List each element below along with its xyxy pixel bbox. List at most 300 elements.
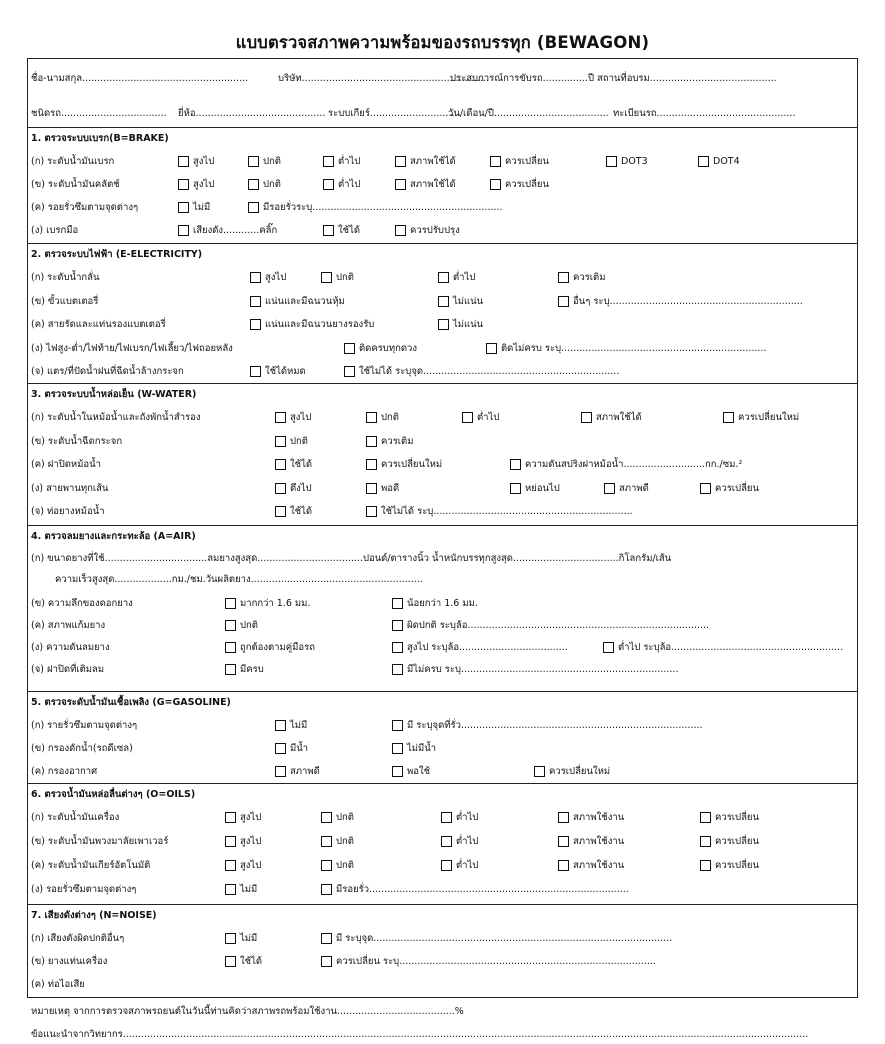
checkbox-icon[interactable] [558, 836, 569, 847]
checkbox-icon[interactable] [275, 766, 286, 777]
checkbox-label: ควรเปลี่ยน [715, 812, 759, 823]
checkbox-option[interactable] [395, 178, 456, 191]
checkbox-icon[interactable] [321, 933, 332, 944]
checkbox-option[interactable] [323, 224, 360, 237]
checkbox-option[interactable] [275, 435, 308, 448]
checkbox-option[interactable] [178, 201, 210, 214]
checkbox-icon[interactable] [178, 202, 189, 213]
checkbox-icon[interactable] [438, 296, 449, 307]
checkbox-icon[interactable] [321, 836, 332, 847]
checkbox-icon[interactable] [225, 812, 236, 823]
checklist-row [28, 502, 857, 522]
section-title: 5. ตรวจระดับน้ำมันเชื้อเพลิง (G=GASOLINE) [31, 697, 231, 708]
checklist-row [28, 716, 857, 736]
checkbox-option[interactable] [441, 835, 478, 848]
checkbox-label: ใช้ไม่ได้ ระบุ.................................................................. [381, 506, 633, 517]
checkbox-label: แน่นและมีฉนวนยางรองรับ [265, 319, 375, 330]
checkbox-icon[interactable] [344, 343, 355, 354]
checkbox-icon[interactable] [250, 296, 261, 307]
checkbox-option[interactable] [700, 859, 759, 872]
checkbox-label: หย่อนไป [525, 482, 560, 494]
checkbox-label: ความดันสปริงฝาหม้อน้ำ...........................กก./ซม.² [525, 459, 743, 470]
checkbox-label: สูงไป [193, 179, 215, 190]
checkbox-option[interactable] [225, 883, 257, 896]
checkbox-label: DOT3 [621, 156, 648, 167]
checkbox-option[interactable] [225, 663, 264, 676]
checkbox-option[interactable] [225, 641, 315, 654]
section-title: 4. ตรวจลมยางและกระทะล้อ (A=AIR) [31, 531, 196, 542]
item-label: (ง) ความดันลมยาง [31, 642, 110, 653]
checkbox-icon[interactable] [558, 296, 569, 307]
checkbox-label: ปกติ [336, 812, 354, 823]
checkbox-icon[interactable] [700, 836, 711, 847]
checkbox-option[interactable] [225, 597, 310, 610]
header-field[interactable]: ชนิดรถ................................... [31, 108, 167, 119]
header-field[interactable]: ปี สถานที่อบรม.......................................... [588, 73, 777, 84]
checkbox-icon[interactable] [510, 483, 521, 494]
checkbox-icon[interactable] [250, 366, 261, 377]
checkbox-option[interactable] [225, 859, 261, 872]
fill-in-line[interactable]: (ก) ขนาดยางที่ใช้..................................ลมยางสูงสุด...................................ปอนด์/ตารางนิ้ว น้ำหนักบรรทุกสูงสุด...................................กิโลกรัม/เส้น [31, 553, 672, 564]
checkbox-icon[interactable] [490, 179, 501, 190]
checklist-row [28, 315, 857, 335]
checkbox-icon[interactable] [510, 459, 521, 470]
item-label: (ข) ขั้วแบตเตอรี่ [31, 295, 99, 307]
checklist-row [28, 479, 857, 499]
checklist-row [28, 175, 857, 195]
checkbox-icon[interactable] [392, 664, 403, 675]
checkbox-option[interactable] [275, 765, 320, 778]
checkbox-label: สภาพดี [619, 482, 649, 494]
checkbox-label: ควรเปลี่ยน [505, 156, 549, 167]
item-label: (ก) ระดับน้ำมันเครื่อง [31, 812, 120, 823]
checkbox-label: สภาพใช้ได้ [410, 156, 456, 167]
checklist-row [28, 952, 857, 972]
checkbox-label: สูงไป [193, 156, 215, 167]
checkbox-icon[interactable] [225, 860, 236, 871]
item-label: (ข) ระดับน้ำมันพวงมาลัยเพาเวอร์ [31, 836, 169, 847]
checkbox-option[interactable] [225, 932, 257, 945]
checkbox-icon[interactable] [225, 836, 236, 847]
checkbox-label: มีรอยรั่ว...................................................................................... [336, 884, 629, 895]
section-title: 1. ตรวจระบบเบรก(B=BRAKE) [31, 133, 169, 144]
checkbox-icon[interactable] [392, 766, 403, 777]
checkbox-icon[interactable] [323, 225, 334, 236]
checkbox-icon[interactable] [225, 598, 236, 609]
checkbox-icon[interactable] [723, 412, 734, 423]
item-label: (ข) กรองดักน้ำ(รถดีเซล) [31, 743, 133, 754]
item-label: (จ) ฝาปิดที่เติมลม [31, 664, 105, 675]
checkbox-option[interactable] [366, 458, 442, 471]
checkbox-label: พอดี [381, 482, 400, 494]
item-label: (จ) แตร/ที่ปัดน้ำฝนที่ฉีดน้ำล้างกระจก [31, 366, 184, 377]
checkbox-label: สภาพใช้ได้ [410, 179, 456, 190]
checkbox-icon[interactable] [250, 272, 261, 283]
checkbox-icon[interactable] [366, 412, 377, 423]
checkbox-label: ควรเปลี่ยน [715, 860, 759, 871]
checkbox-label: ติดครบทุกดวง [359, 342, 417, 354]
checkbox-icon[interactable] [275, 436, 286, 447]
checkbox-label: ปกติ [290, 435, 308, 447]
item-label: (ข) ระดับน้ำมันคลัตช์ [31, 179, 120, 190]
section-divider [28, 127, 857, 128]
checkbox-option[interactable] [603, 641, 843, 654]
checkbox-option[interactable] [366, 435, 413, 448]
checkbox-icon[interactable] [321, 956, 332, 967]
checkbox-option[interactable] [606, 155, 648, 168]
section-divider [28, 691, 857, 692]
checkbox-label: ไม่มีน้ำ [407, 743, 437, 754]
checklist-row [28, 638, 857, 658]
checkbox-label: ปกติ [263, 179, 281, 190]
checkbox-option[interactable] [321, 932, 672, 945]
checkbox-icon[interactable] [534, 766, 545, 777]
checkbox-label: ควรเติม [381, 435, 414, 447]
checkbox-label: ใช้ได้ [290, 506, 313, 517]
checkbox-icon[interactable] [275, 720, 286, 731]
checkbox-label: สูงไป ระบุล้อ.................................... [407, 642, 568, 653]
checkbox-option[interactable] [225, 835, 261, 848]
checkbox-icon[interactable] [395, 225, 406, 236]
item-label: (ง) รอยรั่วซึมตามจุดต่างๆ [31, 884, 137, 895]
item-label: (ก) ระดับน้ำในหม้อน้ำและถังพักน้ำสำรอง [31, 412, 201, 423]
fill-in-line[interactable]: ความเร็วสูงสุด...................กม./ชม.วันผลิตยาง......................................................... [55, 574, 423, 585]
checkbox-label: ต่ำไป ระบุล้อ......................................................... [618, 642, 844, 653]
checkbox-icon[interactable] [225, 933, 236, 944]
checkbox-option[interactable] [225, 619, 258, 632]
checkbox-option[interactable] [558, 835, 624, 848]
checkbox-option[interactable] [558, 271, 605, 284]
checkbox-option[interactable] [275, 411, 311, 424]
checkbox-label: ควรเปลี่ยน [505, 179, 549, 190]
checkbox-label: มี ระบุจุด................................................................................................... [336, 933, 673, 944]
checkbox-label: มีครบ [240, 664, 264, 675]
checkbox-option[interactable] [558, 811, 624, 824]
checkbox-label: ควรเปลี่ยนใหม่ [381, 459, 443, 470]
checkbox-label: ควรเติม [573, 272, 606, 283]
checkbox-icon[interactable] [321, 812, 332, 823]
checkbox-label: สภาพใช้งาน [573, 812, 625, 823]
item-label: (ค) สายรัดและแท่นรองแบตเตอรี่ [31, 319, 166, 330]
checkbox-icon[interactable] [395, 179, 406, 190]
checkbox-option[interactable] [558, 295, 803, 308]
checkbox-option[interactable] [490, 178, 549, 191]
checkbox-icon[interactable] [490, 156, 501, 167]
item-label: (ค) ฝาปิดหม้อน้ำ [31, 459, 101, 470]
checkbox-icon[interactable] [438, 272, 449, 283]
checkbox-option[interactable] [462, 411, 499, 424]
item-label: (ก) ระดับน้ำมันเบรก [31, 156, 115, 167]
checkbox-option[interactable] [178, 178, 214, 191]
checkbox-icon[interactable] [441, 836, 452, 847]
checkbox-icon[interactable] [321, 884, 332, 895]
checkbox-option[interactable] [321, 859, 354, 872]
checkbox-option[interactable] [558, 859, 624, 872]
item-label: (ง) เบรกมือ [31, 225, 79, 236]
checkbox-icon[interactable] [441, 812, 452, 823]
checkbox-label: ปกติ [336, 836, 354, 847]
checkbox-label: สูงไป [240, 812, 262, 823]
checkbox-label: ควรเปลี่ยน ระบุ..................................................................................... [336, 956, 656, 967]
checkbox-icon[interactable] [603, 642, 614, 653]
item-label: (ก) เสียงดังผิดปกติอื่นๆ [31, 933, 125, 944]
checkbox-icon[interactable] [344, 366, 355, 377]
checkbox-icon[interactable] [606, 156, 617, 167]
checkbox-icon[interactable] [441, 860, 452, 871]
checkbox-label: สูงไป [240, 836, 262, 847]
checkbox-icon[interactable] [558, 272, 569, 283]
checkbox-label: แน่นและมีฉนวนหุ้ม [265, 295, 345, 307]
checkbox-option[interactable] [275, 482, 312, 495]
checklist-row [28, 739, 857, 759]
checkbox-option[interactable] [581, 411, 642, 424]
item-label: (ค) กรองอากาศ [31, 766, 98, 777]
checklist-row [28, 660, 857, 680]
checkbox-icon[interactable] [323, 179, 334, 190]
checkbox-icon[interactable] [321, 860, 332, 871]
section-divider [28, 783, 857, 784]
checkbox-label: สูงไป [290, 412, 312, 423]
checkbox-option[interactable] [700, 835, 759, 848]
checkbox-label: ไม่แน่น [453, 319, 484, 330]
checkbox-option[interactable] [392, 619, 709, 632]
item-label: (ค) สภาพแก้มยาง [31, 620, 106, 631]
checkbox-icon[interactable] [275, 412, 286, 423]
checkbox-icon[interactable] [392, 620, 403, 631]
checkbox-icon[interactable] [366, 459, 377, 470]
checkbox-icon[interactable] [700, 483, 711, 494]
checkbox-option[interactable] [700, 811, 759, 824]
checkbox-option[interactable] [275, 742, 308, 755]
checkbox-option[interactable] [534, 765, 610, 778]
checkbox-icon[interactable] [178, 225, 189, 236]
checkbox-label: น้อยกว่า 1.6 มม. [407, 598, 478, 609]
item-label: (ง) สายพานทุกเส้น [31, 482, 109, 494]
checkbox-icon[interactable] [366, 483, 377, 494]
checkbox-option[interactable] [248, 155, 281, 168]
remark-line[interactable]: หมายเหตุ จากการตรวจสภาพรถยนต์ในวันนี้ท่านคิดว่าสภาพรถพร้อมใช้งาน.......................................% [31, 1006, 464, 1017]
checkbox-option[interactable] [490, 155, 549, 168]
checkbox-label: ปกติ [263, 156, 281, 167]
header-field[interactable]: ทะเบียนรถ.............................................. [613, 108, 796, 119]
checkbox-icon[interactable] [392, 743, 403, 754]
checkbox-icon[interactable] [321, 272, 332, 283]
checkbox-option[interactable] [366, 505, 633, 518]
checkbox-label: สูงไป [265, 272, 287, 283]
checkbox-label: มีน้ำ [290, 743, 309, 754]
header-field[interactable]: บริษัท.............................................................. [278, 73, 489, 84]
checkbox-option[interactable] [321, 955, 656, 968]
checkbox-option[interactable] [392, 742, 436, 755]
checkbox-icon[interactable] [392, 642, 403, 653]
section-divider [28, 525, 857, 526]
checkbox-label: ควรปรับปรุง [410, 225, 460, 236]
section-title: 3. ตรวจระบบน้ำหล่อเย็น (W-WATER) [31, 389, 197, 400]
checklist-row [28, 152, 857, 172]
checkbox-option[interactable] [323, 155, 360, 168]
checkbox-icon[interactable] [700, 860, 711, 871]
checkbox-label: ไม่มี [240, 933, 258, 944]
checkbox-icon[interactable] [581, 412, 592, 423]
checkbox-option[interactable] [250, 318, 374, 331]
checkbox-label: สภาพดี [290, 766, 320, 777]
checkbox-icon[interactable] [700, 812, 711, 823]
checkbox-icon[interactable] [698, 156, 709, 167]
checkbox-option[interactable] [438, 318, 483, 331]
header-field[interactable]: ระบบเกียร์.............................. [328, 108, 461, 119]
checkbox-option[interactable] [321, 835, 354, 848]
checkbox-option[interactable] [275, 505, 312, 518]
checkbox-option[interactable] [178, 155, 214, 168]
checklist-row [28, 808, 857, 828]
checkbox-option[interactable] [248, 201, 503, 214]
checkbox-label: DOT4 [713, 156, 740, 167]
checkbox-icon[interactable] [462, 412, 473, 423]
checkbox-label: พอใช้ [407, 766, 431, 777]
checkbox-icon[interactable] [392, 598, 403, 609]
checkbox-option[interactable] [344, 342, 417, 355]
header-field[interactable]: วัน/เดือน/ปี...................................... [448, 108, 609, 119]
checkbox-option[interactable] [392, 719, 703, 732]
checkbox-option[interactable] [486, 342, 766, 355]
checkbox-option[interactable] [250, 365, 306, 378]
checkbox-icon[interactable] [250, 319, 261, 330]
checkbox-icon[interactable] [248, 179, 259, 190]
checkbox-icon[interactable] [558, 860, 569, 871]
checkbox-icon[interactable] [366, 506, 377, 517]
header-field[interactable]: ยี่ห้อ........................................... [178, 108, 326, 119]
checklist-row [28, 929, 857, 949]
checkbox-icon[interactable] [225, 620, 236, 631]
checkbox-icon[interactable] [225, 642, 236, 653]
checkbox-icon[interactable] [604, 483, 615, 494]
checkbox-label: ไม่มี [290, 720, 308, 731]
checkbox-option[interactable] [321, 883, 629, 896]
checkbox-option[interactable] [395, 155, 456, 168]
checkbox-icon[interactable] [225, 664, 236, 675]
checkbox-option[interactable] [395, 224, 460, 237]
checkbox-icon[interactable] [248, 202, 259, 213]
checkbox-label: ปกติ [336, 860, 354, 871]
checkbox-option[interactable] [366, 482, 399, 495]
checkbox-icon[interactable] [275, 483, 286, 494]
checkbox-label: ต่ำไป [456, 812, 479, 823]
inspection-form [27, 58, 858, 998]
checkbox-icon[interactable] [395, 156, 406, 167]
checkbox-option[interactable] [178, 224, 277, 237]
checkbox-label: ควรเปลี่ยนใหม่ [738, 412, 800, 423]
checkbox-option[interactable] [225, 811, 261, 824]
header-field[interactable]: ชื่อ-นามสกุล....................................................... [31, 73, 249, 84]
checkbox-option[interactable] [438, 295, 483, 308]
checkbox-icon[interactable] [323, 156, 334, 167]
checkbox-icon[interactable] [178, 179, 189, 190]
advice-line[interactable]: ข้อแนะนำจากวิทยากร................................................................................................................................................................................................................................... [31, 1029, 809, 1040]
checklist-row [28, 408, 857, 428]
checkbox-option[interactable] [698, 155, 740, 168]
checkbox-option[interactable] [392, 663, 678, 676]
checkbox-icon[interactable] [438, 319, 449, 330]
checklist-row [28, 268, 857, 288]
checkbox-label: ควรเปลี่ยน [715, 482, 759, 494]
item-label: (ง) ไฟสูง-ต่ำ/ไฟท้าย/ไฟเบรก/ไฟเลี้ยว/ไฟถอยหลัง [31, 342, 233, 354]
checkbox-option[interactable] [344, 365, 619, 378]
item-label: (ค) รอยรั่วซึมตามจุดต่างๆ [31, 202, 139, 213]
item-label: (จ) ท่อยางหม้อน้ำ [31, 506, 105, 517]
checkbox-option[interactable] [321, 811, 354, 824]
checkbox-option[interactable] [392, 765, 430, 778]
checkbox-option[interactable] [392, 641, 568, 654]
checkbox-label: อื่นๆ ระบุ................................................................ [573, 295, 803, 307]
page-title: แบบตรวจสภาพความพร้อมของรถบรรทุก (BEWAGON) [235, 33, 650, 52]
checkbox-label: ปกติ [381, 412, 399, 423]
checkbox-option[interactable] [438, 271, 475, 284]
checkbox-icon[interactable] [275, 459, 286, 470]
checkbox-option[interactable] [510, 458, 742, 471]
checkbox-label: ควรเปลี่ยนใหม่ [549, 766, 611, 777]
checklist-row [28, 880, 857, 900]
item-label: (ข) ความลึกของดอกยาง [31, 598, 133, 609]
checkbox-option[interactable] [248, 178, 281, 191]
checkbox-icon[interactable] [366, 436, 377, 447]
checkbox-icon[interactable] [275, 743, 286, 754]
checkbox-label: สภาพใช้งาน [573, 860, 625, 871]
checklist-row [28, 762, 857, 782]
checkbox-option[interactable] [723, 411, 799, 424]
checkbox-label: มากกว่า 1.6 มม. [240, 598, 311, 609]
checklist-row [28, 455, 857, 475]
checkbox-icon[interactable] [178, 156, 189, 167]
checklist-row [28, 221, 857, 241]
section-divider [28, 383, 857, 384]
section-title: 7. เสียงดังต่างๆ (N=NOISE) [31, 910, 157, 921]
checkbox-option[interactable] [275, 719, 307, 732]
checklist-row [28, 198, 857, 218]
checklist-row [28, 432, 857, 452]
checkbox-label: ต่ำไป [338, 156, 361, 167]
checkbox-option[interactable] [604, 482, 649, 495]
checkbox-option[interactable] [700, 482, 759, 495]
checkbox-icon[interactable] [558, 812, 569, 823]
header-field[interactable]: ประสบการณ์การขับรถ............... [450, 73, 588, 84]
checklist-row [28, 975, 857, 995]
item-label: (ก) ระดับน้ำกลั่น [31, 272, 100, 283]
checkbox-icon[interactable] [392, 720, 403, 731]
checkbox-option[interactable] [275, 458, 312, 471]
checklist-row [28, 616, 857, 636]
checkbox-option[interactable] [366, 411, 399, 424]
checkbox-icon[interactable] [225, 956, 236, 967]
checkbox-label: ใช้ได้ [290, 459, 313, 470]
checkbox-icon[interactable] [486, 343, 497, 354]
checkbox-option[interactable] [392, 597, 478, 610]
checkbox-option[interactable] [441, 811, 478, 824]
checkbox-option[interactable] [225, 955, 262, 968]
checkbox-icon[interactable] [248, 156, 259, 167]
checkbox-icon[interactable] [275, 506, 286, 517]
checkbox-option[interactable] [250, 271, 286, 284]
checkbox-option[interactable] [321, 271, 354, 284]
checkbox-option[interactable] [510, 482, 560, 495]
checkbox-option[interactable] [441, 859, 478, 872]
checkbox-label: ใช้ไม่ได้ ระบุจุด................................................................. [359, 366, 620, 377]
checkbox-label: ไม่มี [240, 884, 258, 895]
checkbox-icon[interactable] [225, 884, 236, 895]
checkbox-option[interactable] [323, 178, 360, 191]
checkbox-option[interactable] [250, 295, 345, 308]
checkbox-label: สภาพใช้งาน [573, 836, 625, 847]
checklist-row [28, 594, 857, 614]
